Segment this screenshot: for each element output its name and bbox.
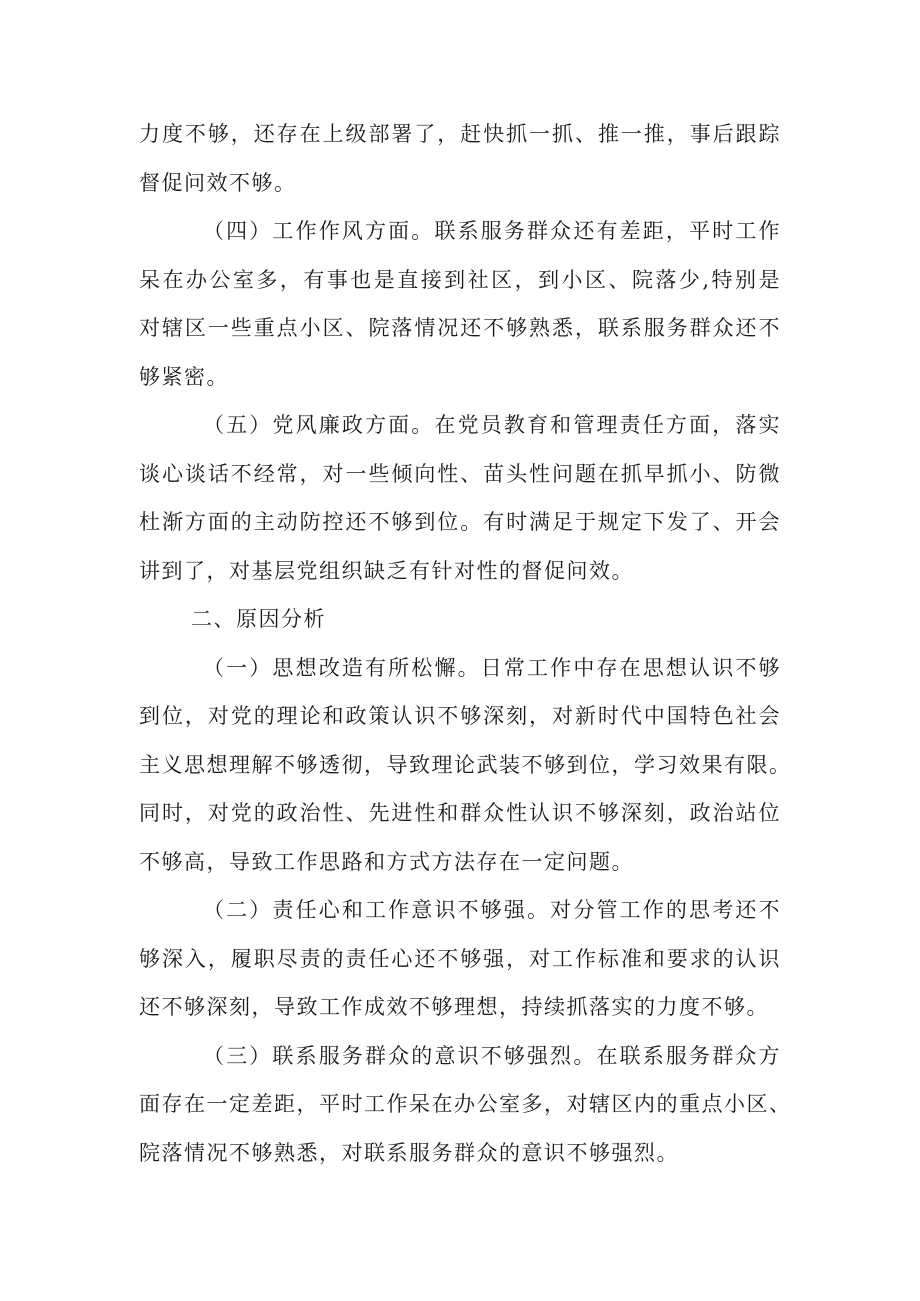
document-body — [139, 110, 792, 1177]
text-line: （二）责任心和工作意识不够强。对分管工作的思考还不 — [203, 898, 781, 922]
paragraph-service — [139, 1032, 792, 1178]
text-line: 够紧密。 — [139, 364, 229, 389]
section-heading: 二、原因分析 — [191, 607, 326, 631]
text-line: 力度不够，还存在上级部署了，赶快抓一抓、推一推，事后跟踪 — [139, 122, 781, 146]
text-line: （五）党风廉政方面。在党员教育和管理责任方面，落实 — [203, 413, 781, 437]
text-line: 对辖区一些重点小区、院落情况还不够熟悉，联系服务群众还不 — [139, 316, 781, 340]
paragraph-continued — [139, 110, 781, 207]
text-line: 不够高，导致工作思路和方式方法存在一定问题。 — [139, 849, 634, 874]
text-line: （三）联系服务群众的意识不够强烈。在联系服务群众方 — [203, 1043, 781, 1068]
text-line: 够深入，履职尽责的责任心还不够强，对工作标准和要求的认识 — [139, 946, 781, 971]
paragraph-integrity — [139, 401, 781, 595]
text-line: 院落情况不够熟悉，对联系服务群众的意识不够强烈。 — [139, 1140, 679, 1165]
text-line: 呆在办公室多，有事也是直接到社区，到小区、院落少,特别是 — [139, 267, 781, 292]
paragraph-thought — [139, 644, 792, 887]
text-line: 还不够深刻，导致工作成效不够理想，持续抓落实的力度不够。 — [139, 995, 769, 1019]
text-line: 同时，对党的政治性、先进性和群众性认识不够深刻，政治站位 — [139, 801, 781, 825]
paragraph-work-style — [139, 207, 781, 401]
text-line: （四）工作作风方面。联系服务群众还有差距，平时工作 — [203, 219, 781, 243]
text-line: （一）思想改造有所松懈。日常工作中存在思想认识不够 — [203, 655, 781, 680]
text-line: 面存在一定差距，平时工作呆在办公室多，对辖区内的重点小区、 — [139, 1092, 792, 1116]
text-line: 主义思想理解不够透彻，导致理论武装不够到位，学习效果有限。 — [139, 752, 792, 777]
text-line: 谈心谈话不经常，对一些倾向性、苗头性问题在抓早抓小、防微 — [139, 461, 781, 486]
paragraph-responsibility — [139, 886, 781, 1032]
text-line: 督促问效不够。 — [139, 170, 297, 195]
text-line: 讲到了，对基层党组织缺乏有针对性的督促问效。 — [139, 558, 634, 583]
text-line: 到位，对党的理论和政策认识不够深刻，对新时代中国特色社会 — [139, 704, 781, 728]
text-line: 杜渐方面的主动防控还不够到位。有时满足于规定下发了、开会 — [139, 510, 781, 534]
